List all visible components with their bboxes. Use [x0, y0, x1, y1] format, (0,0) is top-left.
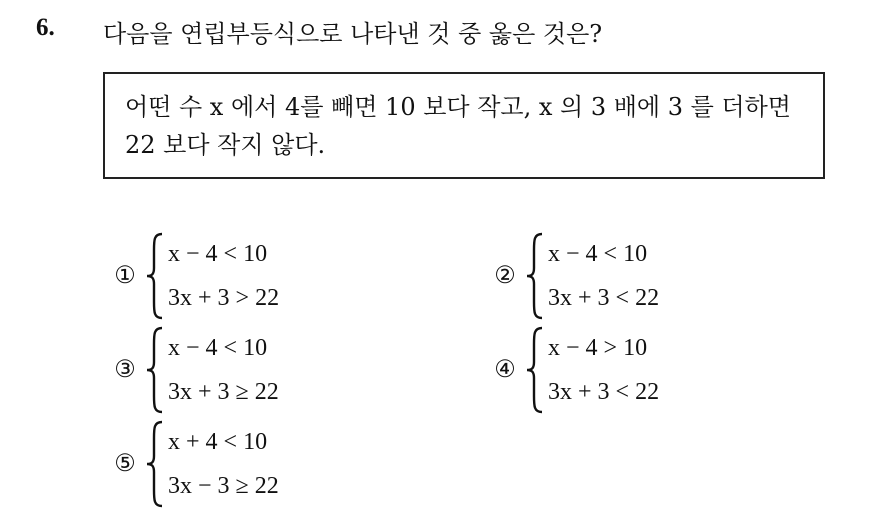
left-brace-icon [524, 232, 546, 320]
condition-box [103, 72, 825, 179]
choice-4-number: ④ [494, 355, 516, 383]
choice-3-inequality-2: 3x + 3 ≥ 22 [168, 379, 279, 405]
choice-3[interactable] [110, 326, 410, 414]
choice-1-inequality-2: 3x + 3 > 22 [168, 285, 280, 311]
choice-1-inequality-1: x − 4 < 10 [168, 241, 268, 267]
left-brace-icon [144, 326, 166, 414]
question-number: 6. [36, 14, 55, 41]
left-brace-icon [524, 326, 546, 414]
left-brace-icon [144, 420, 166, 508]
choice-2[interactable] [490, 232, 790, 320]
choice-4-inequality-2: 3x + 3 < 22 [548, 379, 660, 405]
choice-2-number: ② [494, 261, 516, 289]
choice-1-number: ① [114, 261, 136, 289]
question-prompt: 다음을 연립부등식으로 나타낸 것 중 옳은 것은? [103, 20, 603, 48]
choice-2-inequality-2: 3x + 3 < 22 [548, 285, 660, 311]
condition-line-2: 22 보다 작지 않다. [125, 131, 326, 159]
condition-line-1: 어떤 수 x 에서 4를 빼면 10 보다 작고, x 의 3 배에 3 를 더하면 [125, 93, 791, 121]
left-brace-icon [144, 232, 166, 320]
choice-4[interactable] [490, 326, 790, 414]
choice-5-number: ⑤ [114, 449, 136, 477]
choice-5-inequality-1: x + 4 < 10 [168, 429, 268, 455]
choice-1[interactable] [110, 232, 410, 320]
choice-3-inequality-1: x − 4 < 10 [168, 335, 268, 361]
choice-3-number: ③ [114, 355, 136, 383]
choice-5-inequality-2: 3x − 3 ≥ 22 [168, 473, 279, 499]
choice-4-inequality-1: x − 4 > 10 [548, 335, 648, 361]
choice-2-inequality-1: x − 4 < 10 [548, 241, 648, 267]
choice-5[interactable] [110, 420, 410, 508]
